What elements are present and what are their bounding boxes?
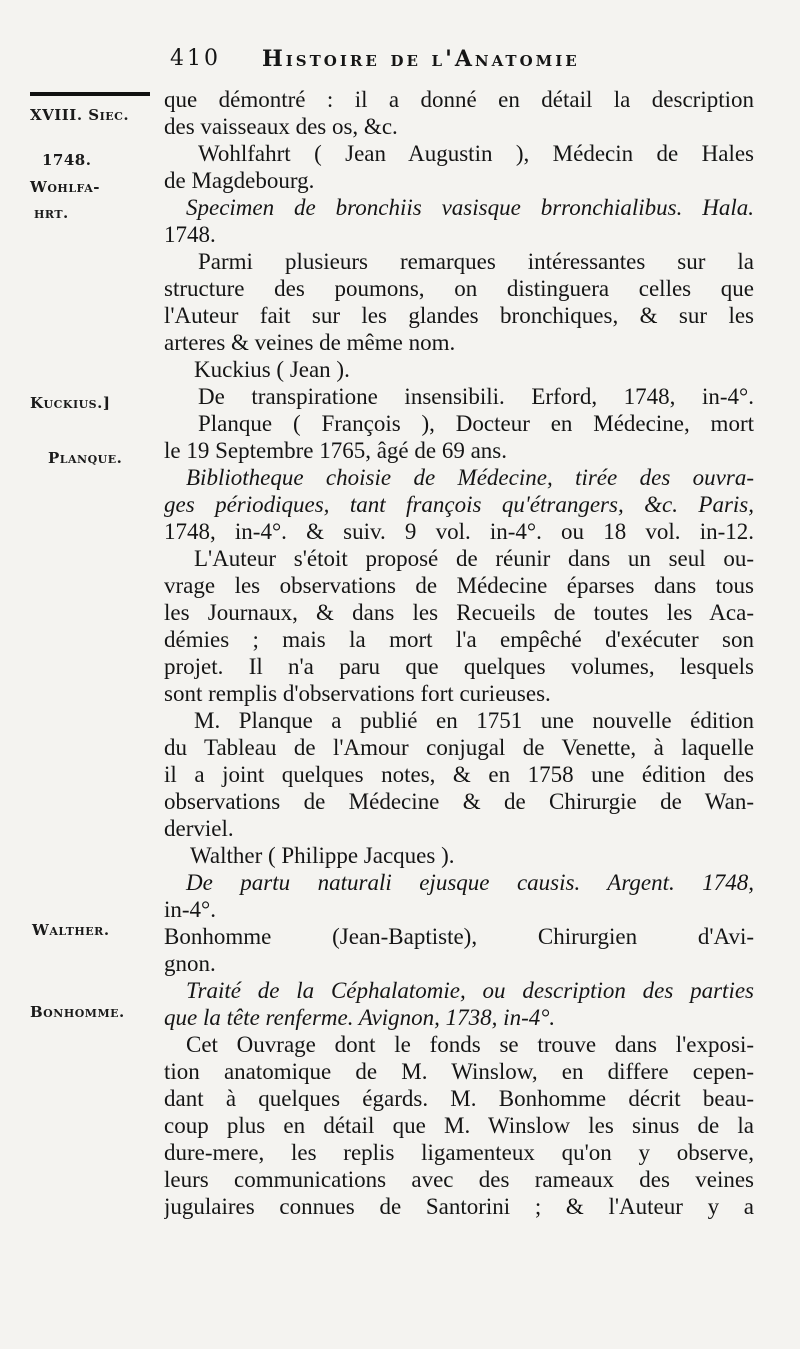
text-line: le 19 Septembre 1765, âgé de 69 ans. [164, 438, 507, 463]
text-line: les Journaux, & dans les Recueils de toutes les Aca- [164, 600, 754, 625]
text-line: Walther ( Philippe Jacques ). [190, 843, 455, 868]
text-line: arteres & veines de même nom. [164, 330, 456, 355]
text-line: Specimen de bronchiis vasisque brronchialibus. Hala. [186, 195, 754, 220]
margin-note-wohlfahrt-cont: hrt. [34, 204, 69, 222]
text-line: que démontré : il a donné en détail la description [164, 87, 754, 112]
text-line: Planque ( François ), Docteur en Médecine, mort [198, 411, 754, 436]
text-line: il a joint quelques notes, & en 1758 une édition des [164, 762, 754, 787]
text-line: observations de Médecine & de Chirurgie de Wan- [164, 789, 754, 814]
text-line: Cet Ouvrage dont le fonds se trouve dans l'exposi- [186, 1032, 754, 1057]
text-line: l'Auteur fait sur les glandes bronchiques, & sur les [164, 303, 754, 328]
text-line: tion anatomique de M. Winslow, en differe cepen- [164, 1059, 754, 1084]
text-line: Traité de la Céphalatomie, ou description des parties [186, 978, 754, 1003]
text-line: jugulaires connues de Santorini ; & l'Auteur y a [164, 1194, 754, 1219]
running-title: Histoire de l'Anatomie [262, 46, 580, 72]
text-line: L'Auteur s'étoit proposé de réunir dans un seul ou- [194, 546, 754, 571]
text-line: 1748, in-4°. & suiv. 9 vol. in-4°. ou 18 vol. in-12. [164, 519, 754, 544]
margin-note-century: XVIII. Siec. [30, 106, 130, 124]
text-line: Bonhomme (Jean-Baptiste), Chirurgien d'Avi- [164, 924, 754, 949]
text-line: ges périodiques, tant françois qu'étrangers, &c. Paris, [164, 492, 754, 517]
margin-note-walther: Walther. [32, 921, 110, 939]
text-line: Kuckius ( Jean ). [194, 357, 350, 382]
text-line: Parmi plusieurs remarques intéressantes sur la [198, 249, 754, 274]
text-line: du Tableau de l'Amour conjugal de Venette, à laquelle [164, 735, 754, 760]
margin-note-kuckius: Kuckius.] [30, 394, 111, 412]
margin-note-wohlfahrt: Wohlfa- [30, 178, 100, 196]
text-line: que la tête renferme. Avignon, 1738, in-4°. [164, 1005, 556, 1030]
margin-note-bonhomme: Bonhomme. [30, 1003, 125, 1021]
text-line: projet. Il n'a paru que quelques volumes, lesquels [164, 654, 754, 679]
text-line: dure-mere, les replis ligamenteux qu'on y observe, [164, 1140, 754, 1165]
body-text [164, 86, 754, 1220]
text-line: Bibliotheque choisie de Médecine, tirée des ouvra- [186, 465, 754, 490]
text-line: derviel. [164, 816, 234, 841]
text-line: leurs communications avec des rameaux des veines [164, 1167, 754, 1192]
text-line: de Magdebourg. [164, 168, 315, 193]
text-line: De transpiratione insensibili. Erford, 1748, in-4°. [198, 384, 754, 409]
page-number: 410 [170, 46, 221, 71]
text-line: gnon. [164, 951, 216, 976]
text-line: Wohlfahrt ( Jean Augustin ), Médecin de Hales [198, 141, 754, 166]
text-line: des vaisseaux des os, &c. [164, 114, 398, 139]
text-line: coup plus en détail que M. Winslow les sinus de la [164, 1113, 754, 1138]
text-line: démies ; mais la mort l'a empêché d'exécuter son [164, 627, 754, 652]
margin-note-year: 1748. [42, 151, 92, 169]
text-line: in-4°. [164, 897, 216, 922]
margin-note-planque: Planque. [48, 449, 123, 467]
text-line: sont remplis d'observations fort curieuses. [164, 681, 551, 706]
text-line: vrage les observations de Médecine éparses dans tous [164, 573, 754, 598]
text-line: M. Planque a publié en 1751 une nouvelle édition [194, 708, 754, 733]
text-line: De partu naturali ejusque causis. Argent. 1748, [186, 870, 754, 895]
text-line: dant à quelques égards. M. Bonhomme décrit beau- [164, 1086, 754, 1111]
text-line: structure des poumons, on distinguera celles que [164, 276, 754, 301]
page-header [170, 46, 750, 80]
header-rule [30, 92, 150, 96]
text-line: 1748. [164, 222, 216, 247]
